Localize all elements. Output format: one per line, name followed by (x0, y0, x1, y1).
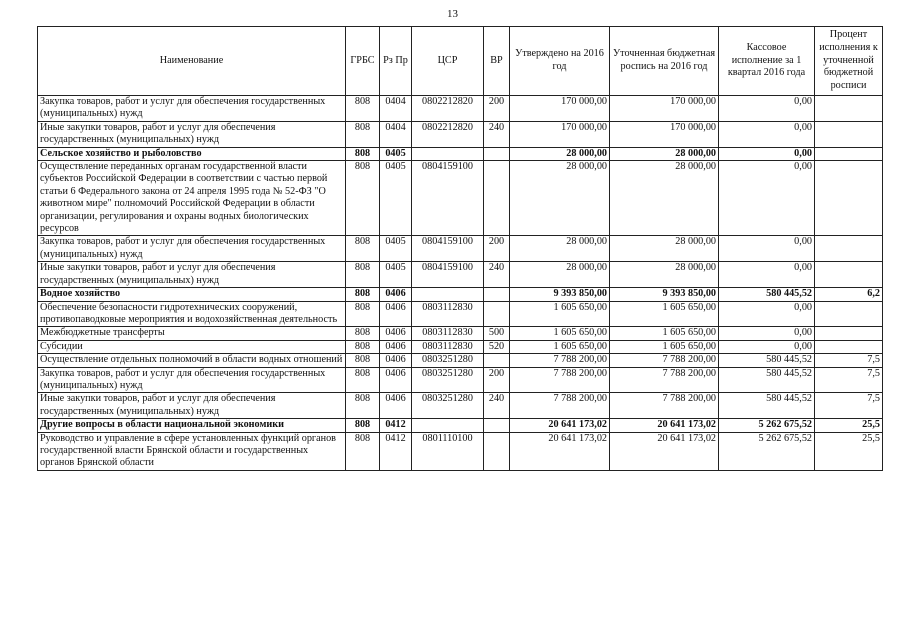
cell-rzpr: 0405 (380, 262, 412, 288)
cell-name: Руководство и управление в сфере установленных функций органов государственной власти Брянской области и государственных органов Брянской области (38, 432, 346, 470)
cell-rzpr: 0406 (380, 393, 412, 419)
cell-cash: 0,00 (719, 327, 815, 340)
cell-name: Субсидии (38, 340, 346, 353)
cell-refined: 20 641 173,02 (610, 419, 719, 432)
cell-approved: 1 605 650,00 (510, 327, 610, 340)
cell-percent: 7,5 (815, 393, 883, 419)
cell-name: Закупка товаров, работ и услуг для обеспечения государственных (муниципальных) нужд (38, 236, 346, 262)
cell-csr: 0803112830 (412, 327, 484, 340)
cell-vr (484, 288, 510, 301)
cell-cash: 0,00 (719, 262, 815, 288)
cell-vr (484, 419, 510, 432)
cell-csr: 0803112830 (412, 340, 484, 353)
cell-csr: 0804159100 (412, 262, 484, 288)
cell-cash: 0,00 (719, 301, 815, 327)
cell-approved: 1 605 650,00 (510, 340, 610, 353)
cell-refined: 7 788 200,00 (610, 393, 719, 419)
cell-rzpr: 0412 (380, 432, 412, 470)
cell-grbs: 808 (346, 367, 380, 393)
cell-name: Другие вопросы в области национальной экономики (38, 419, 346, 432)
cell-refined: 9 393 850,00 (610, 288, 719, 301)
table-row (38, 367, 883, 393)
cell-csr: 0803112830 (412, 301, 484, 327)
cell-approved: 28 000,00 (510, 161, 610, 236)
cell-cash: 0,00 (719, 161, 815, 236)
cell-grbs: 808 (346, 393, 380, 419)
cell-cash: 580 445,52 (719, 354, 815, 367)
cell-grbs: 808 (346, 432, 380, 470)
table-row (38, 288, 883, 301)
cell-cash: 0,00 (719, 121, 815, 147)
header-name: Наименование (38, 27, 346, 96)
table-row (38, 432, 883, 470)
header-vr: ВР (484, 27, 510, 96)
cell-percent (815, 121, 883, 147)
table-row (38, 419, 883, 432)
cell-grbs: 808 (346, 262, 380, 288)
cell-percent (815, 236, 883, 262)
cell-cash: 5 262 675,52 (719, 432, 815, 470)
cell-vr (484, 161, 510, 236)
table-header-row (38, 27, 883, 96)
cell-cash: 580 445,52 (719, 367, 815, 393)
cell-csr: 0801110100 (412, 432, 484, 470)
cell-refined: 7 788 200,00 (610, 354, 719, 367)
cell-cash: 0,00 (719, 340, 815, 353)
page-number: 13 (447, 8, 458, 20)
table-row (38, 96, 883, 122)
cell-csr (412, 147, 484, 160)
cell-csr: 0804159100 (412, 236, 484, 262)
cell-vr: 200 (484, 236, 510, 262)
cell-grbs: 808 (346, 419, 380, 432)
cell-refined: 1 605 650,00 (610, 301, 719, 327)
cell-rzpr: 0405 (380, 236, 412, 262)
cell-approved: 1 605 650,00 (510, 301, 610, 327)
header-percent: Процент исполнения к уточненной бюджетной росписи (815, 27, 883, 96)
cell-csr: 0803251280 (412, 354, 484, 367)
cell-vr (484, 301, 510, 327)
cell-approved: 28 000,00 (510, 262, 610, 288)
cell-percent (815, 262, 883, 288)
cell-refined: 170 000,00 (610, 121, 719, 147)
cell-cash: 0,00 (719, 147, 815, 160)
cell-rzpr: 0404 (380, 121, 412, 147)
cell-name: Межбюджетные трансферты (38, 327, 346, 340)
cell-rzpr: 0404 (380, 96, 412, 122)
cell-refined: 1 605 650,00 (610, 327, 719, 340)
cell-percent (815, 161, 883, 236)
cell-name: Обеспечение безопасности гидротехнических сооружений, противопаводковые мероприятия и водохозяйственная деятельность (38, 301, 346, 327)
cell-name: Иные закупки товаров, работ и услуг для обеспечения государственных (муниципальных) нужд (38, 393, 346, 419)
cell-refined: 28 000,00 (610, 161, 719, 236)
cell-rzpr: 0406 (380, 340, 412, 353)
table-row (38, 161, 883, 236)
cell-percent: 6,2 (815, 288, 883, 301)
cell-refined: 170 000,00 (610, 96, 719, 122)
cell-rzpr: 0406 (380, 354, 412, 367)
cell-approved: 20 641 173,02 (510, 432, 610, 470)
cell-rzpr: 0412 (380, 419, 412, 432)
cell-percent: 7,5 (815, 354, 883, 367)
cell-percent (815, 96, 883, 122)
cell-refined: 1 605 650,00 (610, 340, 719, 353)
table-row (38, 354, 883, 367)
cell-cash: 580 445,52 (719, 288, 815, 301)
header-refined: Уточненная бюджетная роспись на 2016 год (610, 27, 719, 96)
cell-approved: 7 788 200,00 (510, 367, 610, 393)
budget-table (37, 26, 883, 471)
table-row (38, 393, 883, 419)
cell-grbs: 808 (346, 96, 380, 122)
cell-percent (815, 301, 883, 327)
cell-rzpr: 0406 (380, 327, 412, 340)
cell-rzpr: 0406 (380, 367, 412, 393)
cell-grbs: 808 (346, 236, 380, 262)
cell-approved: 7 788 200,00 (510, 393, 610, 419)
cell-vr: 520 (484, 340, 510, 353)
cell-approved: 20 641 173,02 (510, 419, 610, 432)
cell-vr: 200 (484, 367, 510, 393)
cell-csr: 0802212820 (412, 96, 484, 122)
header-rzpr: Рз Пр (380, 27, 412, 96)
cell-name: Водное хозяйство (38, 288, 346, 301)
cell-csr (412, 419, 484, 432)
cell-cash: 5 262 675,52 (719, 419, 815, 432)
cell-rzpr: 0405 (380, 147, 412, 160)
table-row (38, 236, 883, 262)
cell-vr: 500 (484, 327, 510, 340)
cell-vr: 240 (484, 262, 510, 288)
table-row (38, 121, 883, 147)
cell-percent (815, 327, 883, 340)
cell-approved: 9 393 850,00 (510, 288, 610, 301)
header-grbs: ГРБС (346, 27, 380, 96)
cell-cash: 0,00 (719, 96, 815, 122)
cell-percent (815, 147, 883, 160)
cell-percent: 25,5 (815, 432, 883, 470)
cell-grbs: 808 (346, 288, 380, 301)
cell-grbs: 808 (346, 147, 380, 160)
cell-vr: 200 (484, 96, 510, 122)
cell-name: Закупка товаров, работ и услуг для обеспечения государственных (муниципальных) нужд (38, 96, 346, 122)
cell-grbs: 808 (346, 301, 380, 327)
cell-cash: 580 445,52 (719, 393, 815, 419)
cell-percent (815, 340, 883, 353)
cell-vr: 240 (484, 121, 510, 147)
cell-csr: 0803251280 (412, 367, 484, 393)
header-csr: ЦСР (412, 27, 484, 96)
cell-vr: 240 (484, 393, 510, 419)
cell-percent: 25,5 (815, 419, 883, 432)
cell-approved: 170 000,00 (510, 96, 610, 122)
cell-vr (484, 354, 510, 367)
cell-grbs: 808 (346, 354, 380, 367)
cell-grbs: 808 (346, 340, 380, 353)
cell-grbs: 808 (346, 161, 380, 236)
cell-rzpr: 0406 (380, 301, 412, 327)
cell-refined: 28 000,00 (610, 236, 719, 262)
cell-vr (484, 432, 510, 470)
header-approved: Утверждено на 2016 год (510, 27, 610, 96)
cell-grbs: 808 (346, 327, 380, 340)
table-row (38, 327, 883, 340)
cell-approved: 7 788 200,00 (510, 354, 610, 367)
table-row (38, 301, 883, 327)
cell-refined: 28 000,00 (610, 147, 719, 160)
cell-approved: 28 000,00 (510, 236, 610, 262)
cell-name: Закупка товаров, работ и услуг для обеспечения государственных (муниципальных) нужд (38, 367, 346, 393)
cell-approved: 28 000,00 (510, 147, 610, 160)
cell-name: Осуществление переданных органам государственной власти субъектов Российской Федерации в соответствии с частью первой статьи 6 Федерального закона от 24 апреля 1995 года № 52-ФЗ "О животном мире" полномочий Российской Федерации в области организации, регулирования и охраны водных биологических ресурсов (38, 161, 346, 236)
table-row (38, 340, 883, 353)
table-row (38, 262, 883, 288)
cell-grbs: 808 (346, 121, 380, 147)
cell-rzpr: 0405 (380, 161, 412, 236)
cell-refined: 7 788 200,00 (610, 367, 719, 393)
cell-csr (412, 288, 484, 301)
cell-vr (484, 147, 510, 160)
cell-csr: 0803251280 (412, 393, 484, 419)
cell-name: Иные закупки товаров, работ и услуг для обеспечения государственных (муниципальных) нужд (38, 262, 346, 288)
cell-csr: 0804159100 (412, 161, 484, 236)
cell-name: Иные закупки товаров, работ и услуг для обеспечения государственных (муниципальных) нужд (38, 121, 346, 147)
cell-percent: 7,5 (815, 367, 883, 393)
cell-name: Сельское хозяйство и рыболовство (38, 147, 346, 160)
header-cash: Кассовое исполнение за 1 квартал 2016 года (719, 27, 815, 96)
cell-refined: 28 000,00 (610, 262, 719, 288)
cell-approved: 170 000,00 (510, 121, 610, 147)
table-row (38, 147, 883, 160)
cell-csr: 0802212820 (412, 121, 484, 147)
cell-cash: 0,00 (719, 236, 815, 262)
cell-name: Осуществление отдельных полномочий в области водных отношений (38, 354, 346, 367)
table-body (38, 96, 883, 471)
cell-rzpr: 0406 (380, 288, 412, 301)
cell-refined: 20 641 173,02 (610, 432, 719, 470)
